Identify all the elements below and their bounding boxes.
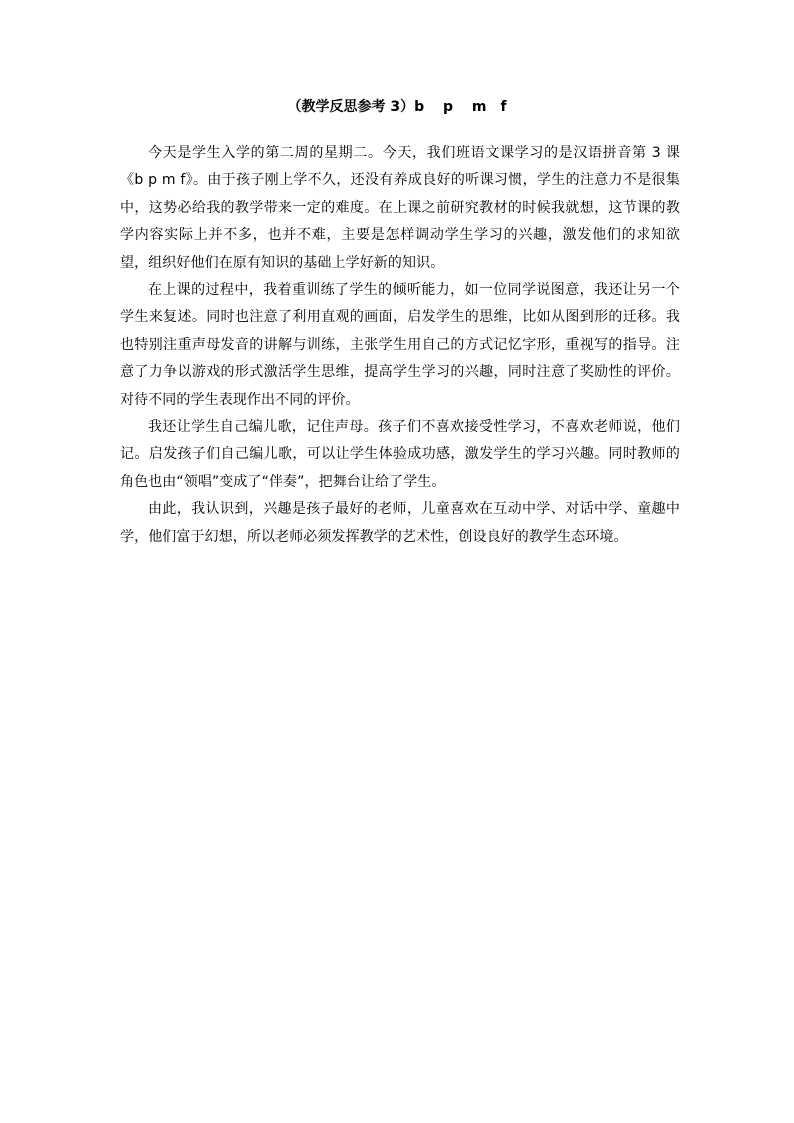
document-title: （教学反思参考 3）b p m f <box>287 99 507 115</box>
document-body <box>120 140 680 551</box>
paragraph-2: 在上课的过程中，我着重训练了学生的倾听能力，如一位同学说图意，我还让另一个学生来复述。同时也注意了利用直观的画面，启发学生的思维，比如从图到形的迁移。我也特别注重声母发音的讲解与训练，主张学生用自己的方式记忆字形，重视写的指导。注意了力争以游戏的形式激活学生思维，提高学生学习的兴趣，同时注意了奖励性的评价。对待不同的学生表现作出不同的评价。 <box>120 282 680 408</box>
paragraph-1: 今天是学生入学的第二周的星期二。今天，我们班语文课学习的是汉语拼音第 3 课《b p m f》。由于孩子刚上学不久，还没有养成良好的听课习惯，学生的注意力不是很集中，这势必给我的教学带来一定的难度。在上课之前研究教材的时候我就想，这节课的教学内容实际上并不多，也并不难，主要是怎样调动学生学习的兴趣，激发他们的求知欲望，组织好他们在原有知识的基础上学好新的知识。 <box>120 145 680 271</box>
paragraph-4: 由此，我认识到，兴趣是孩子最好的老师，儿童喜欢在互动中学、对话中学、童趣中学，他们富于幻想，所以老师必须发挥教学的艺术性，创设良好的教学生态环境。 <box>120 501 680 545</box>
paragraph-3: 我还让学生自己编儿歌，记住声母。孩子们不喜欢接受性学习，不喜欢老师说，他们记。启发孩子们自己编儿歌，可以让学生体验成功感，激发学生的学习兴趣。同时教师的角色也由“领唱”变成了“伴奏”，把舞台让给了学生。 <box>120 419 680 490</box>
